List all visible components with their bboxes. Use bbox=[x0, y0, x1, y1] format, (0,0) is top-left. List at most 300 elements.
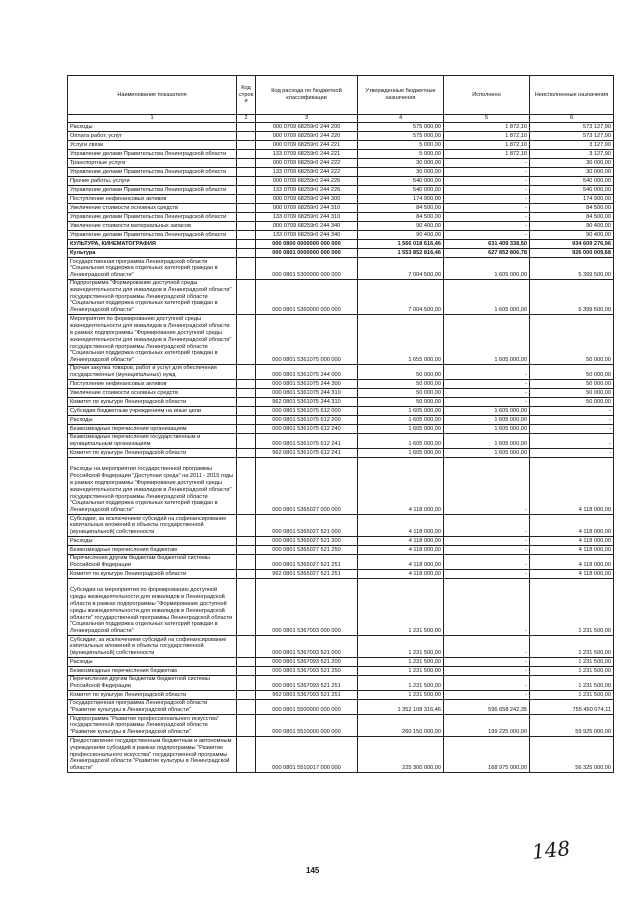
table-row bbox=[68, 123, 614, 132]
cell-executed: - bbox=[444, 546, 530, 555]
cell-approved: 1 605 000,00 bbox=[358, 416, 444, 425]
table-row bbox=[68, 213, 614, 222]
cell-approved: 90 400,00 bbox=[358, 231, 444, 240]
cell-line-code bbox=[237, 458, 256, 515]
cell-classification-code: 962 0801 5365027 521 251 bbox=[256, 570, 358, 579]
cell-name: Комитет по культуре Ленинградской области bbox=[68, 570, 237, 579]
cell-unexecuted: 1 231 500,00 bbox=[530, 636, 614, 658]
cell-unexecuted: 90 400,00 bbox=[530, 222, 614, 231]
cell-unexecuted: 540 000,00 bbox=[530, 186, 614, 195]
cell-name: Расходы bbox=[68, 537, 237, 546]
cell-line-code bbox=[237, 546, 256, 555]
cell-unexecuted: 934 609 276,96 bbox=[530, 240, 614, 249]
cell-classification-code: 000 0801 5361075 612 241 bbox=[256, 434, 358, 449]
cell-line-code bbox=[237, 249, 256, 258]
table-row bbox=[68, 658, 614, 667]
cell-executed: - bbox=[444, 676, 530, 691]
header-executed: Исполнено bbox=[444, 76, 530, 115]
cell-unexecuted: - bbox=[530, 416, 614, 425]
cell-approved: 1 605 000,00 bbox=[358, 425, 444, 434]
cell-unexecuted: 30 000,00 bbox=[530, 159, 614, 168]
cell-approved: 260 150 000,00 bbox=[358, 715, 444, 737]
cell-approved: 540 000,00 bbox=[358, 177, 444, 186]
cell-unexecuted: 1 231 500,00 bbox=[530, 691, 614, 700]
cell-name: Поступление нефинансовых активов bbox=[68, 195, 237, 204]
cell-executed: - bbox=[444, 365, 530, 380]
cell-approved: 30 000,00 bbox=[358, 159, 444, 168]
cell-name: Культура bbox=[68, 249, 237, 258]
table-row bbox=[68, 515, 614, 537]
table-row bbox=[68, 389, 614, 398]
cell-approved: 1 553 852 816,46 bbox=[358, 249, 444, 258]
cell-approved: 575 000,00 bbox=[358, 123, 444, 132]
cell-name: Мероприятия по формированию доступной среды жизнедеятельности для инвалидов в Ленинградской области в рамках подпрограммы "Формирование доступной среды жизнедеятельности для инвалидов в Ленинградской области" государственной программы Ленинградской области "Социальная поддержка отдельных категорий граждан в Ленинградской области" bbox=[68, 315, 237, 365]
cell-approved: 1 231 500,00 bbox=[358, 636, 444, 658]
cell-unexecuted: 5 399 500,00 bbox=[530, 280, 614, 315]
cell-approved: 84 500,00 bbox=[358, 204, 444, 213]
cell-classification-code: 000 0709 68259г0 244 310 bbox=[256, 204, 358, 213]
cell-line-code bbox=[237, 168, 256, 177]
column-number: 5 bbox=[444, 115, 530, 123]
cell-approved: 5 000,00 bbox=[358, 150, 444, 159]
cell-executed: 199 225 000,00 bbox=[444, 715, 530, 737]
cell-line-code bbox=[237, 715, 256, 737]
cell-approved: 4 118 000,00 bbox=[358, 546, 444, 555]
cell-approved: 540 000,00 bbox=[358, 186, 444, 195]
cell-classification-code: 000 0801 5361075 244 310 bbox=[256, 389, 358, 398]
cell-executed: 1 872,10 bbox=[444, 150, 530, 159]
cell-name: Субсидии на мероприятия по формированию доступной среды жизнедеятельности для инвалидов в Ленинградской области в рамках подпрограммы "Формирование доступной среды жизнедеятельности для инвалидов в Ленинградской области" государственной программы Ленинградской области "Социальная поддержка отдельных категорий граждан в Ленинградской области" bbox=[68, 579, 237, 636]
cell-line-code bbox=[237, 515, 256, 537]
cell-approved: 4 118 000,00 bbox=[358, 570, 444, 579]
cell-line-code bbox=[237, 177, 256, 186]
cell-unexecuted: - bbox=[530, 434, 614, 449]
table-row bbox=[68, 737, 614, 773]
cell-executed: - bbox=[444, 579, 530, 636]
cell-approved: 90 400,00 bbox=[358, 222, 444, 231]
cell-approved: 5 000,00 bbox=[358, 141, 444, 150]
table-row bbox=[68, 458, 614, 515]
table-row bbox=[68, 132, 614, 141]
table-row bbox=[68, 249, 614, 258]
cell-name: Управление делами Правительства Ленинградской области bbox=[68, 213, 237, 222]
cell-classification-code: 000 0801 5367093 521 251 bbox=[256, 676, 358, 691]
cell-line-code bbox=[237, 700, 256, 715]
header-name: Наименование показателя bbox=[68, 76, 237, 115]
cell-unexecuted: 174 900,00 bbox=[530, 195, 614, 204]
cell-classification-code: 133 0709 68259г0 244 226 bbox=[256, 186, 358, 195]
cell-executed: - bbox=[444, 398, 530, 407]
cell-executed: - bbox=[444, 636, 530, 658]
cell-name: Безвозмездные перечисления государственным и муниципальным организациям bbox=[68, 434, 237, 449]
cell-line-code bbox=[237, 240, 256, 249]
cell-executed: 1 605 000,00 bbox=[444, 407, 530, 416]
cell-executed: - bbox=[444, 222, 530, 231]
cell-name: Перечисления другим бюджетам бюджетной системы Российской Федерации bbox=[68, 555, 237, 570]
cell-executed: - bbox=[444, 570, 530, 579]
cell-executed: - bbox=[444, 168, 530, 177]
table-row bbox=[68, 636, 614, 658]
cell-name: Субсидии, за исключением субсидий на софинансирование капитальных вложений в объекты государственной (муниципальной) собственности bbox=[68, 636, 237, 658]
cell-executed: - bbox=[444, 177, 530, 186]
cell-line-code bbox=[237, 407, 256, 416]
table-row bbox=[68, 222, 614, 231]
cell-classification-code: 000 0709 68259г0 244 222 bbox=[256, 159, 358, 168]
cell-executed: - bbox=[444, 231, 530, 240]
cell-line-code bbox=[237, 658, 256, 667]
cell-line-code bbox=[237, 159, 256, 168]
cell-executed: - bbox=[444, 159, 530, 168]
table-row bbox=[68, 204, 614, 213]
cell-unexecuted: 4 118 000,00 bbox=[530, 515, 614, 537]
cell-name: Комитет по культуре Ленинградской области bbox=[68, 691, 237, 700]
cell-unexecuted: 30 000,00 bbox=[530, 168, 614, 177]
cell-classification-code: 000 0801 5367093 000 000 bbox=[256, 579, 358, 636]
cell-name: Увеличение стоимости основных средств bbox=[68, 204, 237, 213]
cell-classification-code: 962 0801 5361075 244 310 bbox=[256, 398, 358, 407]
cell-unexecuted: 50 000,00 bbox=[530, 389, 614, 398]
cell-executed: - bbox=[444, 389, 530, 398]
table-row bbox=[68, 280, 614, 315]
cell-name: Управление делами Правительства Ленинградской области bbox=[68, 150, 237, 159]
column-number: 1 bbox=[68, 115, 237, 123]
cell-line-code bbox=[237, 667, 256, 676]
cell-approved: 50 000,00 bbox=[358, 380, 444, 389]
cell-classification-code: 133 0709 68259г0 244 221 bbox=[256, 150, 358, 159]
cell-executed: - bbox=[444, 458, 530, 515]
cell-classification-code: 000 0801 5365027 521 000 bbox=[256, 515, 358, 537]
column-number: 6 bbox=[530, 115, 614, 123]
cell-classification-code: 000 0801 5361075 000 000 bbox=[256, 315, 358, 365]
cell-approved: 4 118 000,00 bbox=[358, 555, 444, 570]
cell-line-code bbox=[237, 123, 256, 132]
cell-unexecuted: 50 000,00 bbox=[530, 365, 614, 380]
cell-approved: 50 000,00 bbox=[358, 365, 444, 380]
cell-classification-code: 000 0801 5361075 612 000 bbox=[256, 407, 358, 416]
cell-name: Подпрограмма "Развитие профессионального искусства" государственной программы Ленинградской области "Развитие культуры в Ленинградской области" bbox=[68, 715, 237, 737]
cell-line-code bbox=[237, 213, 256, 222]
cell-executed: 1 872,10 bbox=[444, 123, 530, 132]
cell-line-code bbox=[237, 389, 256, 398]
cell-name: Увеличение стоимости материальных запасов bbox=[68, 222, 237, 231]
cell-classification-code: 000 0800 0000000 000 000 bbox=[256, 240, 358, 249]
cell-name: Транспортные услуги bbox=[68, 159, 237, 168]
cell-line-code bbox=[237, 258, 256, 280]
cell-classification-code: 000 0801 5365027 000 000 bbox=[256, 458, 358, 515]
cell-classification-code: 133 0709 68259г0 244 310 bbox=[256, 213, 358, 222]
cell-name: Субсидии бюджетным учреждениям на иные цели bbox=[68, 407, 237, 416]
cell-unexecuted: 56 325 000,00 bbox=[530, 737, 614, 773]
cell-approved: 50 000,00 bbox=[358, 398, 444, 407]
cell-name: Перечисления другим бюджетам бюджетной системы Российской Федерации bbox=[68, 676, 237, 691]
table-row bbox=[68, 546, 614, 555]
cell-classification-code: 000 0801 5365027 521 200 bbox=[256, 537, 358, 546]
cell-executed: - bbox=[444, 555, 530, 570]
cell-name: Управление делами Правительства Ленинградской области bbox=[68, 186, 237, 195]
cell-executed: 1 872,10 bbox=[444, 132, 530, 141]
cell-unexecuted: - bbox=[530, 425, 614, 434]
cell-approved: 1 231 500,00 bbox=[358, 667, 444, 676]
cell-name: Комитет по культуре Ленинградской области bbox=[68, 449, 237, 458]
cell-unexecuted: 4 118 000,00 bbox=[530, 555, 614, 570]
table-row bbox=[68, 231, 614, 240]
cell-line-code bbox=[237, 380, 256, 389]
cell-unexecuted: 50 000,00 bbox=[530, 380, 614, 389]
cell-unexecuted: - bbox=[530, 407, 614, 416]
cell-line-code bbox=[237, 570, 256, 579]
table-row bbox=[68, 449, 614, 458]
cell-executed: - bbox=[444, 691, 530, 700]
cell-approved: 30 000,00 bbox=[358, 168, 444, 177]
cell-classification-code: 000 0801 5367093 521 000 bbox=[256, 636, 358, 658]
cell-classification-code: 000 0709 68259г0 244 221 bbox=[256, 141, 358, 150]
cell-classification-code: 000 0801 5361075 612 200 bbox=[256, 416, 358, 425]
cell-classification-code: 000 0801 5510017 000 000 bbox=[256, 737, 358, 773]
table-row bbox=[68, 555, 614, 570]
table-row bbox=[68, 416, 614, 425]
cell-approved: 7 004 500,00 bbox=[358, 258, 444, 280]
cell-classification-code: 000 0801 5500000 000 000 bbox=[256, 700, 358, 715]
cell-line-code bbox=[237, 186, 256, 195]
cell-unexecuted: 1 231 500,00 bbox=[530, 676, 614, 691]
cell-unexecuted: 540 000,00 bbox=[530, 177, 614, 186]
cell-line-code bbox=[237, 449, 256, 458]
cell-approved: 1 605 000,00 bbox=[358, 449, 444, 458]
cell-line-code bbox=[237, 691, 256, 700]
cell-approved: 1 566 018 616,46 bbox=[358, 240, 444, 249]
cell-approved: 4 118 000,00 bbox=[358, 537, 444, 546]
cell-line-code bbox=[237, 579, 256, 636]
cell-executed: 631 409 338,50 bbox=[444, 240, 530, 249]
cell-approved: 1 231 500,00 bbox=[358, 691, 444, 700]
cell-executed: 1 605 000,00 bbox=[444, 434, 530, 449]
header-approved: Утвержденные бюджетные назначения bbox=[358, 76, 444, 115]
cell-executed: 627 852 806,78 bbox=[444, 249, 530, 258]
cell-approved: 1 605 000,00 bbox=[358, 434, 444, 449]
cell-name: Расходы на мероприятия государственной программы Российской Федерации "Доступная среда" на 2011 - 2015 годы в рамках подпрограммы "Формирование доступной среды жизнедеятельности для инвалидов в Ленинградской области" государственной программы Ленинградской области "Социальная поддержка отдельных категорий граждан в Ленинградской области" bbox=[68, 458, 237, 515]
table-row bbox=[68, 150, 614, 159]
cell-line-code bbox=[237, 222, 256, 231]
column-number: 3 bbox=[256, 115, 358, 123]
cell-unexecuted: 1 231 500,00 bbox=[530, 579, 614, 636]
table-row bbox=[68, 168, 614, 177]
table-row bbox=[68, 579, 614, 636]
cell-approved: 1 231 500,00 bbox=[358, 579, 444, 636]
cell-unexecuted: 3 127,90 bbox=[530, 150, 614, 159]
cell-classification-code: 000 0709 68259г0 244 200 bbox=[256, 123, 358, 132]
table-row bbox=[68, 177, 614, 186]
table-row bbox=[68, 195, 614, 204]
cell-unexecuted: 4 118 000,00 bbox=[530, 546, 614, 555]
cell-unexecuted: 4 118 000,00 bbox=[530, 570, 614, 579]
cell-unexecuted: 84 500,00 bbox=[530, 204, 614, 213]
table-row bbox=[68, 537, 614, 546]
cell-line-code bbox=[237, 555, 256, 570]
cell-line-code bbox=[237, 315, 256, 365]
cell-executed: 1 605 000,00 bbox=[444, 258, 530, 280]
cell-unexecuted: 4 118 000,00 bbox=[530, 537, 614, 546]
cell-approved: 7 004 500,00 bbox=[358, 280, 444, 315]
table-row bbox=[68, 434, 614, 449]
cell-classification-code: 000 0801 5367093 521 200 bbox=[256, 658, 358, 667]
cell-executed: 596 658 242,35 bbox=[444, 700, 530, 715]
cell-approved: 575 000,00 bbox=[358, 132, 444, 141]
column-number: 4 bbox=[358, 115, 444, 123]
table-row bbox=[68, 380, 614, 389]
cell-unexecuted: 1 231 500,00 bbox=[530, 658, 614, 667]
cell-classification-code: 000 0801 5367093 521 250 bbox=[256, 667, 358, 676]
table-header-row bbox=[68, 76, 614, 115]
cell-executed: - bbox=[444, 515, 530, 537]
cell-executed: - bbox=[444, 204, 530, 213]
cell-line-code bbox=[237, 676, 256, 691]
cell-approved: 4 118 000,00 bbox=[358, 515, 444, 537]
cell-executed: 1 872,10 bbox=[444, 141, 530, 150]
cell-classification-code: 000 0709 68259г0 244 220 bbox=[256, 132, 358, 141]
cell-unexecuted: 59 925 000,00 bbox=[530, 715, 614, 737]
cell-executed: 168 975 000,00 bbox=[444, 737, 530, 773]
cell-executed: - bbox=[444, 186, 530, 195]
table-row bbox=[68, 667, 614, 676]
table-row bbox=[68, 676, 614, 691]
cell-unexecuted: 573 127,90 bbox=[530, 123, 614, 132]
cell-classification-code: 000 0709 68259г0 244 226 bbox=[256, 177, 358, 186]
cell-line-code bbox=[237, 434, 256, 449]
cell-line-code bbox=[237, 398, 256, 407]
cell-executed: - bbox=[444, 380, 530, 389]
table-row bbox=[68, 425, 614, 434]
cell-unexecuted: 755 450 074,11 bbox=[530, 700, 614, 715]
cell-classification-code: 133 0709 68259г0 244 222 bbox=[256, 168, 358, 177]
header-line-code: Код строк и bbox=[237, 76, 256, 115]
cell-classification-code: 000 0801 5361075 612 240 bbox=[256, 425, 358, 434]
table-row bbox=[68, 407, 614, 416]
cell-line-code bbox=[237, 231, 256, 240]
cell-unexecuted: 84 500,00 bbox=[530, 213, 614, 222]
cell-classification-code: 000 0801 5361075 244 300 bbox=[256, 380, 358, 389]
cell-unexecuted: 926 000 009,68 bbox=[530, 249, 614, 258]
cell-approved: 225 300 000,00 bbox=[358, 737, 444, 773]
cell-name: Безвозмездные перечисления организациям bbox=[68, 425, 237, 434]
cell-classification-code: 000 0801 5365027 521 251 bbox=[256, 555, 358, 570]
table-row bbox=[68, 715, 614, 737]
cell-executed: 1 605 000,00 bbox=[444, 425, 530, 434]
budget-execution-table bbox=[67, 75, 614, 773]
cell-approved: 1 231 500,00 bbox=[358, 676, 444, 691]
cell-approved: 50 000,00 bbox=[358, 389, 444, 398]
cell-unexecuted: 573 127,90 bbox=[530, 132, 614, 141]
cell-name: Государственная программа Ленинградской области "Развитие культуры в Ленинградской области" bbox=[68, 700, 237, 715]
table-row bbox=[68, 691, 614, 700]
cell-approved: 1 352 108 316,46 bbox=[358, 700, 444, 715]
cell-name: КУЛЬТУРА, КИНЕМАТОГРАФИЯ bbox=[68, 240, 237, 249]
table-row bbox=[68, 315, 614, 365]
cell-name: Государственная программа Ленинградской области "Социальная поддержка отдельных категорий граждан в Ленинградской области" bbox=[68, 258, 237, 280]
table-row bbox=[68, 159, 614, 168]
cell-approved: 84 500,00 bbox=[358, 213, 444, 222]
cell-approved: 1 655 000,00 bbox=[358, 315, 444, 365]
cell-classification-code: 000 0801 0000000 000 000 bbox=[256, 249, 358, 258]
cell-approved: 4 118 000,00 bbox=[358, 458, 444, 515]
cell-classification-code: 000 0801 5300000 000 000 bbox=[256, 258, 358, 280]
cell-line-code bbox=[237, 150, 256, 159]
page-number: 145 bbox=[306, 866, 320, 875]
cell-classification-code: 000 0801 5510000 000 000 bbox=[256, 715, 358, 737]
table-row bbox=[68, 365, 614, 380]
table-row bbox=[68, 570, 614, 579]
cell-classification-code: 000 0801 5365027 521 250 bbox=[256, 546, 358, 555]
cell-executed: - bbox=[444, 667, 530, 676]
cell-line-code bbox=[237, 537, 256, 546]
cell-name: Увеличение стоимости основных средств bbox=[68, 389, 237, 398]
cell-line-code bbox=[237, 195, 256, 204]
table-row bbox=[68, 240, 614, 249]
cell-approved: 1 231 500,00 bbox=[358, 658, 444, 667]
cell-line-code bbox=[237, 280, 256, 315]
table-row bbox=[68, 258, 614, 280]
cell-line-code bbox=[237, 425, 256, 434]
budget-report-sheet bbox=[67, 75, 613, 773]
cell-approved: 1 605 000,00 bbox=[358, 407, 444, 416]
cell-name: Предоставление государственным бюджетным и автономным учреждениям субсидий в рамках подпрограммы "Развитие профессионального искусства" государственной программы Ленинградской области "Развитие культуры в Ленинградской области" bbox=[68, 737, 237, 773]
cell-unexecuted: 5 399 500,00 bbox=[530, 258, 614, 280]
cell-executed: 1 605 000,00 bbox=[444, 416, 530, 425]
cell-executed: - bbox=[444, 213, 530, 222]
cell-name: Безвозмездные перечисления бюджетам bbox=[68, 546, 237, 555]
cell-name: Подпрограмма "Формирование доступной среды жизнедеятельности для инвалидов в Ленинградской области" государственной программы Ленинградской области "Социальная поддержка отдельных категорий граждан в Ленинградской области" bbox=[68, 280, 237, 315]
cell-executed: 1 605 000,00 bbox=[444, 315, 530, 365]
cell-name: Оплата работ, услуг bbox=[68, 132, 237, 141]
header-classification-code: Код расхода по бюджетной классификации bbox=[256, 76, 358, 115]
cell-line-code bbox=[237, 141, 256, 150]
column-number: 2 bbox=[237, 115, 256, 123]
table-row bbox=[68, 398, 614, 407]
cell-line-code bbox=[237, 132, 256, 141]
cell-line-code bbox=[237, 204, 256, 213]
cell-unexecuted: 50 000,00 bbox=[530, 315, 614, 365]
cell-name: Субсидии, за исключением субсидий на софинансирование капитальных вложений в объекты государственной (муниципальной) собственности bbox=[68, 515, 237, 537]
cell-unexecuted: 1 231 500,00 bbox=[530, 667, 614, 676]
header-unexecuted: Неисполненные назначения bbox=[530, 76, 614, 115]
cell-unexecuted: 50 000,00 bbox=[530, 398, 614, 407]
cell-name: Расходы bbox=[68, 123, 237, 132]
cell-approved: 174 900,00 bbox=[358, 195, 444, 204]
cell-name: Комитет по культуре Ленинградской области bbox=[68, 398, 237, 407]
cell-classification-code: 962 0801 5367093 521 251 bbox=[256, 691, 358, 700]
cell-name: Поступление нефинансовых активов bbox=[68, 380, 237, 389]
cell-unexecuted: 90 400,00 bbox=[530, 231, 614, 240]
handwritten-sheet-number: 148 bbox=[530, 836, 572, 864]
cell-executed: - bbox=[444, 658, 530, 667]
cell-executed: 1 605 000,00 bbox=[444, 449, 530, 458]
cell-name: Прочие работы, услуги bbox=[68, 177, 237, 186]
column-number-row bbox=[68, 115, 614, 123]
cell-name: Услуги связи bbox=[68, 141, 237, 150]
cell-line-code bbox=[237, 416, 256, 425]
cell-classification-code: 000 0709 68259г0 244 300 bbox=[256, 195, 358, 204]
cell-name: Управление делами Правительства Ленинградской области bbox=[68, 231, 237, 240]
cell-executed: - bbox=[444, 537, 530, 546]
cell-executed: 1 605 000,00 bbox=[444, 280, 530, 315]
table-row bbox=[68, 700, 614, 715]
cell-line-code bbox=[237, 365, 256, 380]
cell-unexecuted: 4 118 000,00 bbox=[530, 458, 614, 515]
table-row bbox=[68, 186, 614, 195]
cell-name: Управление делами Правительства Ленинградской области bbox=[68, 168, 237, 177]
cell-name: Безвозмездные перечисления бюджетам bbox=[68, 667, 237, 676]
cell-name: Прочая закупка товаров, работ и услуг для обеспечения государственных (муниципальных) нужд bbox=[68, 365, 237, 380]
cell-classification-code: 000 0709 68259г0 244 340 bbox=[256, 222, 358, 231]
